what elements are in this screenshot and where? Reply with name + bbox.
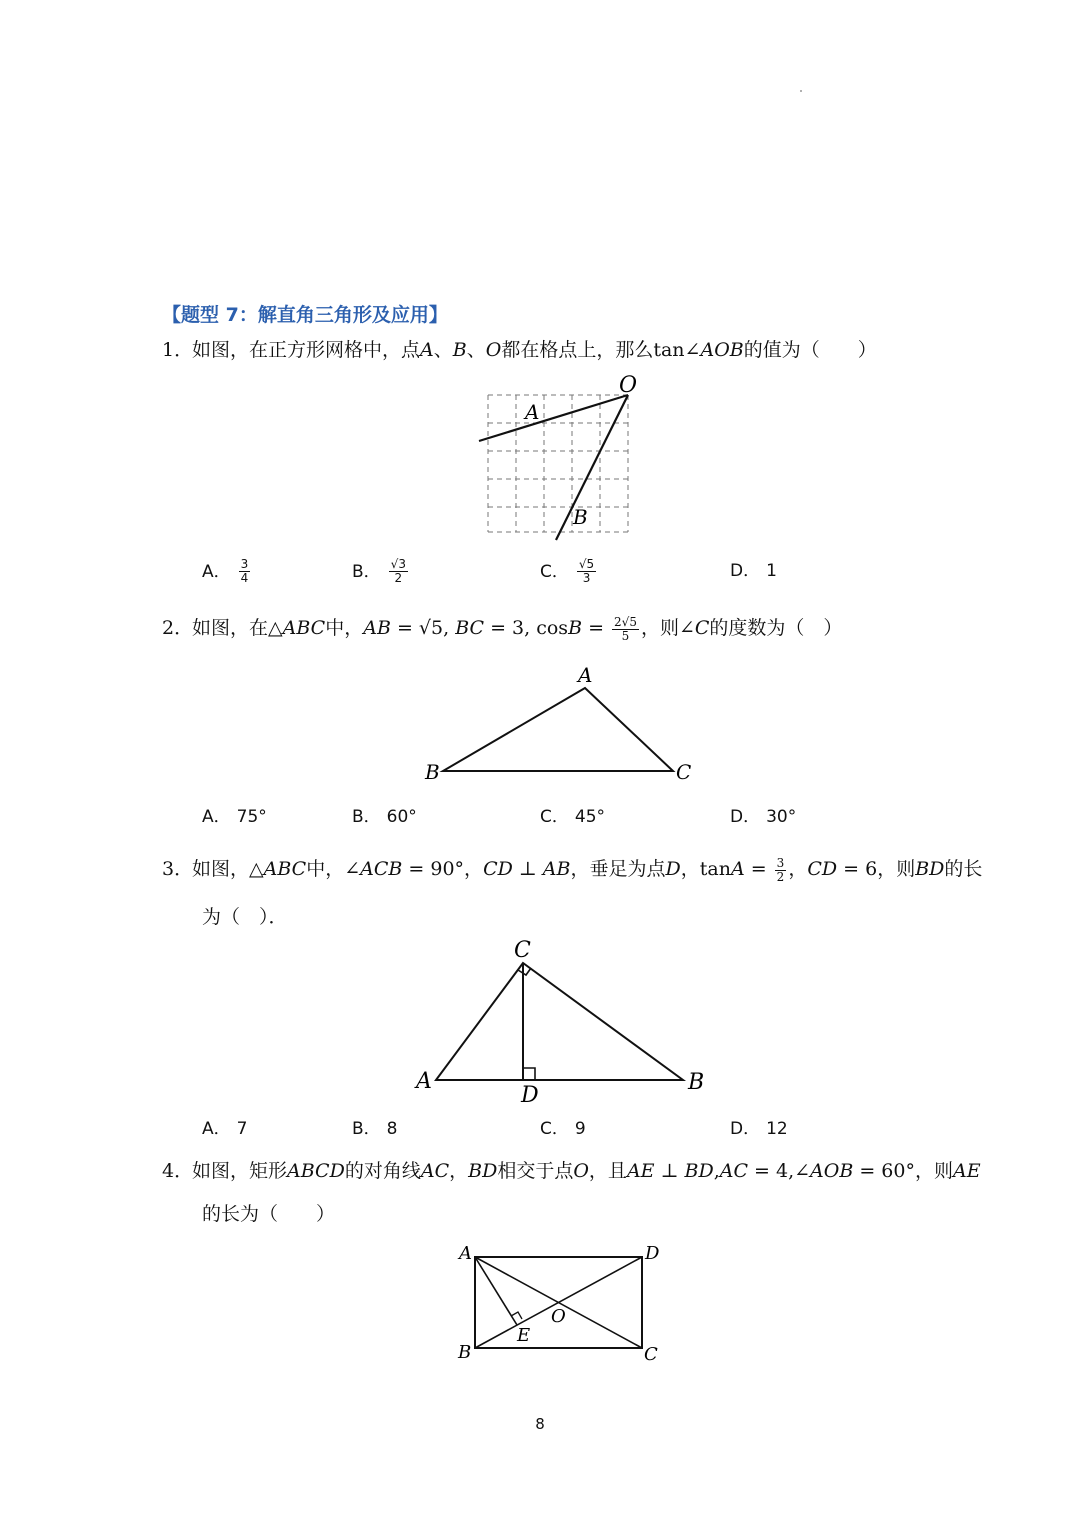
math-text: = [744, 858, 773, 880]
ray-OA [479, 395, 628, 441]
math-text: = 3, cos [484, 617, 569, 639]
math-var: A [730, 858, 745, 880]
math-var: BD [468, 1160, 498, 1182]
q1-option-b[interactable] [352, 558, 410, 585]
q2-option-c[interactable] [540, 804, 605, 830]
math-var: AOB [700, 339, 744, 361]
math-var: CD [807, 858, 838, 880]
stem-text: 的长 [944, 858, 983, 880]
fraction: $\frac{2√5}{5}$ [614, 614, 637, 643]
question-2-figure [415, 655, 705, 790]
math-var: BD [915, 858, 945, 880]
label-B: B [425, 760, 440, 784]
label-A: A [578, 663, 593, 687]
math-text: = 6，则 [837, 858, 916, 880]
question-number: 1． [162, 339, 194, 361]
option-label: B． [352, 807, 381, 827]
math-text: ⊥ [654, 1160, 685, 1182]
q1-option-d[interactable] [730, 558, 777, 584]
label-C: C [644, 1344, 658, 1365]
math-var: ABC [282, 617, 326, 639]
right-angle-mark-D [523, 1068, 535, 1080]
q2-option-b[interactable] [352, 804, 417, 830]
label-B: B [458, 1342, 472, 1363]
fraction: $\frac{√5}{3}$ [578, 557, 595, 585]
stem-text: 如图，在正方形网格中，点 [192, 339, 421, 361]
option-text: 8 [386, 1119, 398, 1139]
label-A: A [416, 1069, 432, 1094]
math-text: △ [249, 858, 264, 880]
triangle-ABC [436, 963, 683, 1080]
option-label: A． [202, 1119, 231, 1139]
option-label: B． [352, 1119, 381, 1139]
q2-option-a[interactable] [202, 804, 267, 830]
option-text: 1 [766, 561, 777, 581]
option-text: 7 [236, 1119, 248, 1139]
math-text: tan∠ [653, 339, 701, 361]
label-C: C [514, 938, 531, 963]
math-var: AC [719, 1160, 748, 1182]
option-label: C． [540, 1119, 569, 1139]
q3-option-c[interactable] [540, 1116, 586, 1142]
page-number: 8 [535, 1415, 545, 1433]
stem-text: 、 [433, 339, 453, 361]
math-text: = [582, 617, 611, 639]
question-number: 4． [162, 1160, 194, 1182]
math-text: = √5, [390, 617, 456, 639]
stem-text: 都在格点上，那么 [501, 339, 654, 361]
stem-text: 的值为（ ） [743, 339, 877, 361]
label-C: C [676, 760, 692, 784]
label-D: D [521, 1083, 539, 1108]
label-E: E [517, 1325, 531, 1346]
fraction: $\frac{√3}{2}$ [390, 557, 406, 585]
math-var: A [420, 339, 434, 361]
speck-mark [800, 90, 802, 92]
fraction: $\frac{3}{4}$ [240, 557, 249, 585]
q2-option-d[interactable] [730, 804, 796, 830]
question-3-stem-line2: 为（ ）． [202, 906, 288, 928]
stem-text: ，则∠ [640, 617, 695, 639]
question-1-figure [470, 370, 650, 545]
math-var: AOB [810, 1160, 854, 1182]
label-O: O [619, 373, 638, 398]
label-B: B [573, 505, 588, 529]
triangle-ABC [443, 688, 673, 771]
label-A: A [525, 400, 540, 424]
math-var: D [665, 858, 681, 880]
stem-text: 中， [325, 617, 364, 639]
option-text: 75° [236, 807, 267, 827]
option-label: D． [730, 561, 761, 581]
section-title: 【题型 7：解直角三角形及应用】 [162, 304, 448, 326]
label-A: A [459, 1243, 472, 1264]
math-var: ACB [360, 858, 403, 880]
math-var: O [573, 1160, 589, 1182]
option-label: D． [730, 1119, 761, 1139]
math-var: AB [363, 617, 391, 639]
option-label: A． [202, 807, 231, 827]
stem-text: ，垂足为点 [570, 858, 666, 880]
stem-text: ，且 [588, 1160, 627, 1182]
question-4-stem-line2: 的长为（ ） [202, 1203, 336, 1225]
question-3-figure [410, 935, 710, 1110]
question-4-stem [162, 1157, 981, 1185]
option-text: 60° [386, 807, 417, 827]
right-angle-mark-C [518, 968, 531, 975]
stem-text: 的度数为（ ） [709, 617, 843, 639]
math-var: CD [483, 858, 513, 880]
q1-option-a[interactable] [202, 558, 252, 585]
math-text: = 90°， [402, 858, 484, 880]
q3-option-d[interactable] [730, 1116, 788, 1142]
segment-AE [475, 1257, 517, 1325]
math-text: = 60°，则 [853, 1160, 953, 1182]
question-1-stem [162, 336, 877, 364]
option-text: 12 [766, 1119, 788, 1139]
question-4-figure [450, 1238, 670, 1368]
math-var: AC [420, 1160, 450, 1182]
question-number: 3． [162, 858, 194, 880]
question-2-stem [162, 614, 842, 643]
math-var: AB [542, 858, 571, 880]
stem-text: 相交于点 [497, 1160, 574, 1182]
fraction: $\frac{3}{2}$ [776, 855, 785, 884]
label-O: O [551, 1306, 566, 1327]
option-text: 30° [766, 807, 797, 827]
math-var: B [452, 339, 467, 361]
option-text: 9 [574, 1119, 586, 1139]
math-var: AE [626, 1160, 655, 1182]
math-var: AE [953, 1160, 981, 1182]
q3-option-b[interactable] [352, 1116, 398, 1142]
option-label: A． [202, 561, 231, 582]
math-var: B [568, 617, 583, 639]
math-var: BD [684, 1160, 714, 1182]
label-D: D [645, 1243, 660, 1264]
math-text: , [713, 1160, 720, 1182]
math-var: BC [455, 617, 485, 639]
stem-text: 的对角线 [344, 1160, 421, 1182]
option-text: 45° [574, 807, 606, 827]
math-text: △ [268, 617, 283, 639]
option-label: C． [540, 561, 569, 582]
math-var: C [694, 617, 710, 639]
question-number: 2． [162, 617, 194, 639]
stem-text: 中，∠ [306, 858, 361, 880]
q1-option-c[interactable] [540, 558, 598, 585]
option-label: D． [730, 807, 761, 827]
stem-text: ， [449, 1160, 469, 1182]
ray-OB [556, 395, 628, 540]
stem-text: ， [788, 858, 808, 880]
math-var: ABCD [287, 1160, 345, 1182]
question-3-stem [162, 855, 982, 884]
stem-text: 如图， [192, 858, 250, 880]
option-label: B． [352, 561, 381, 582]
math-text: ⊥ [512, 858, 543, 880]
stem-text: 如图，在 [192, 617, 269, 639]
stem-text: 如图，矩形 [192, 1160, 288, 1182]
label-B: B [688, 1070, 705, 1095]
math-var: ABC [263, 858, 307, 880]
q3-option-a[interactable] [202, 1116, 247, 1142]
stem-text: 、 [466, 339, 486, 361]
math-text: = 4,∠ [748, 1160, 811, 1182]
stem-text: ，tan [680, 858, 731, 880]
option-label: C． [540, 807, 569, 827]
math-var: O [485, 339, 502, 361]
